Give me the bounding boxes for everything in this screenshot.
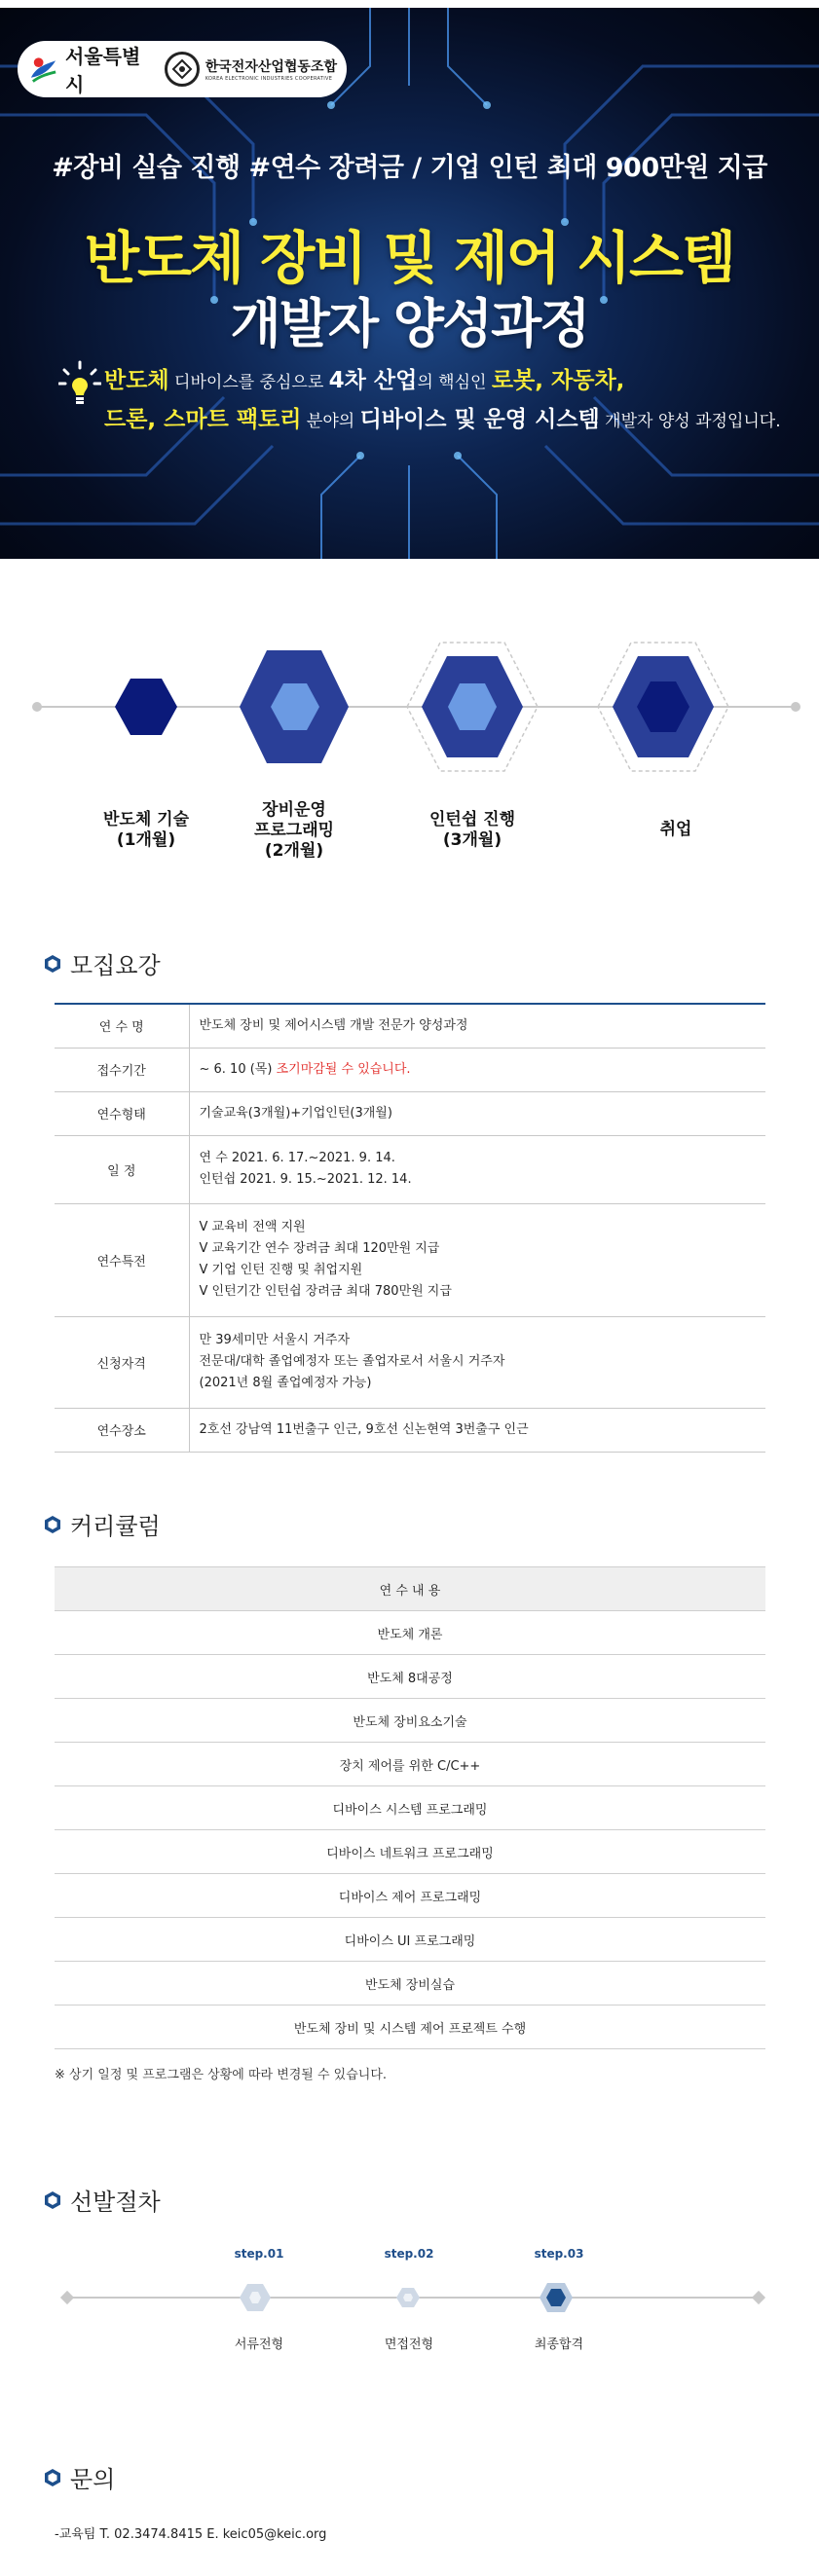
keic-emblem-icon [165,52,200,87]
desc-keyword-device: 디바이스 및 운영 시스템 [359,407,600,432]
desc-keyword-robot: 로봇, 자동차, [491,368,625,393]
recruit-title-text: 모집요강 [70,952,161,979]
row-value: 연 수 2021. 6. 17.~2021. 9. 14. 인턴쉽 2021. 9. 15.~2021. 12. 14. [189,1135,765,1203]
seoul-logo [27,41,157,97]
row-key: 연수특전 [55,1203,189,1316]
selection-steps [0,2239,819,2356]
row-key: 일 정 [55,1135,189,1203]
step2-hexagon-icon [396,2288,420,2307]
row-value: V 교육비 전액 지원 V 교육기간 연수 장려금 최대 120만원 지급 V 기업 인턴 진행 및 취업지원 V 인턴기간 인턴쉽 장려금 최대 780만원 지급 [189,1203,765,1316]
step-number-3: step.03 [534,2247,584,2261]
seoul-logo-icon [27,53,59,86]
table-row [55,1316,765,1408]
hero-description-line2 [104,401,781,433]
curriculum-item: 디바이스 UI 프로그래밍 [55,1918,765,1962]
selection-title-text: 선발절차 [70,2189,161,2216]
hero-title-line1: 반도체 장비 및 제어 시스템 [84,225,735,291]
section-hexagon-icon [43,2190,62,2210]
curriculum-item: 디바이스 제어 프로그래밍 [55,1874,765,1918]
curriculum-note: ※ 상기 일정 및 프로그램은 상황에 따라 변경될 수 있습니다. [55,2068,388,2082]
table-row [55,1408,765,1452]
curriculum-item: 디바이스 시스템 프로그래밍 [55,1786,765,1830]
stage-label-3: 인턴쉽 진행 (3개월) [428,810,516,850]
training-process [0,623,819,876]
curriculum-item: 반도체 개론 [55,1611,765,1655]
curriculum-item: 반도체 장비 및 시스템 제어 프로젝트 수행 [55,2006,765,2049]
row-key: 연수형태 [55,1091,189,1135]
desc-text: 의 핵심인 [417,373,492,392]
partner-logos [18,41,347,97]
contact-section-title [43,2460,115,2494]
curriculum-section-title [43,1507,161,1541]
desc-keyword-semiconductor: 반도체 [104,368,169,393]
row-value: ~ 6. 10 (목) 조기마감될 수 있습니다. [189,1048,765,1091]
stage-label-2: 장비운영 프로그래밍 (2개월) [253,800,335,861]
step-name-1: 서류전형 [234,2337,284,2352]
contact-title-text: 문의 [70,2466,116,2493]
stage3-hexagon-icon [407,643,538,771]
hero-description-line1 [104,362,624,394]
step1-hexagon-icon [240,2284,271,2311]
curriculum-item: 반도체 8대공정 [55,1655,765,1699]
row-key: 접수기간 [55,1048,189,1091]
table-row [55,1918,765,1962]
keic-logo [165,52,337,87]
table-header: 연 수 내 용 [55,1567,765,1611]
desc-text: 개발자 양성 과정입니다. [599,412,781,431]
row-value: 기술교육(3개월)+기업인턴(3개월) [189,1091,765,1135]
table-row [55,1699,765,1743]
hero-banner [0,8,819,559]
row-value: 2호선 강남역 11번출구 인근, 9호선 신논현역 3번출구 인근 [189,1408,765,1452]
step-number-1: step.01 [234,2247,284,2261]
row-value: 반도체 장비 및 제어시스템 개발 전문가 양성과정 [189,1004,765,1048]
recruit-section-title [43,946,161,980]
table-row [55,1611,765,1655]
section-hexagon-icon [43,954,62,974]
table-row [55,1655,765,1699]
stage1-hexagon-icon [115,679,177,735]
step-hexagons [0,2239,819,2337]
recruit-table [55,1003,765,1453]
stage2-hexagon-icon [240,650,349,763]
step-number-2: step.02 [384,2247,434,2261]
step3-hexagon-icon [540,2283,573,2312]
hero-title-line2: 개발자 양성과정 [230,293,589,354]
table-row [55,1004,765,1048]
section-hexagon-icon [43,1515,62,1534]
desc-text: 분야의 [301,412,360,431]
table-row [55,1203,765,1316]
curriculum-title-text: 커리큘럼 [70,1513,161,1540]
hero-description [58,356,808,463]
curriculum-item: 반도체 장비요소기술 [55,1699,765,1743]
seoul-logo-text: 서울특별시 [65,45,141,96]
curriculum-item: 반도체 장비실습 [55,1962,765,2006]
keic-logo-korean: 한국전자산업협동조합 [205,59,337,75]
stage4-hexagon-icon [598,643,728,771]
stage-label-1: 반도체 기술 (1개월) [102,810,190,850]
table-row [55,1743,765,1786]
row-key: 연수장소 [55,1408,189,1452]
curriculum-item: 디바이스 네트워크 프로그래밍 [55,1830,765,1874]
desc-text: 디바이스를 중심으로 [168,373,329,392]
process-hexagons [0,623,819,798]
table-row [55,1135,765,1203]
step-name-2: 면접전형 [384,2337,434,2352]
keic-logo-english: KOREA ELECTRONIC INDUSTRIES COOPERATIVE [205,76,333,82]
table-row [55,1091,765,1135]
row-value: 만 39세미만 서울시 거주자 전문대/대학 졸업예정자 또는 졸업자로서 서울시 거주자 (2021년 8월 졸업예정자 가능) [189,1316,765,1408]
table-row [55,2006,765,2049]
contact-info: -교육팀 T. 02.3474.8415 E. keic05@keic.org [55,2527,327,2542]
table-row [55,1830,765,1874]
hero-hashtags: #장비 실습 진행 #연수 장려금 / 기업 인턴 최대 900만원 지급 [52,153,767,183]
section-hexagon-icon [43,2468,62,2487]
table-row [55,1874,765,1918]
table-row [55,1962,765,2006]
table-row [55,1786,765,1830]
desc-keyword-drone: 드론, 스마트 팩토리 [104,407,302,432]
curriculum-table [55,1566,765,2049]
selection-section-title [43,2183,161,2217]
lightbulb-icon [58,360,101,407]
curriculum-item: 장치 제어를 위한 C/C++ [55,1743,765,1786]
desc-keyword-industry: 4차 산업 [328,368,418,393]
table-header-row [55,1567,765,1611]
row-key: 신청자격 [55,1316,189,1408]
row-key: 연 수 명 [55,1004,189,1048]
table-row [55,1048,765,1091]
stage-label-4: 취업 [659,820,692,839]
step-name-3: 최종합격 [534,2337,584,2352]
